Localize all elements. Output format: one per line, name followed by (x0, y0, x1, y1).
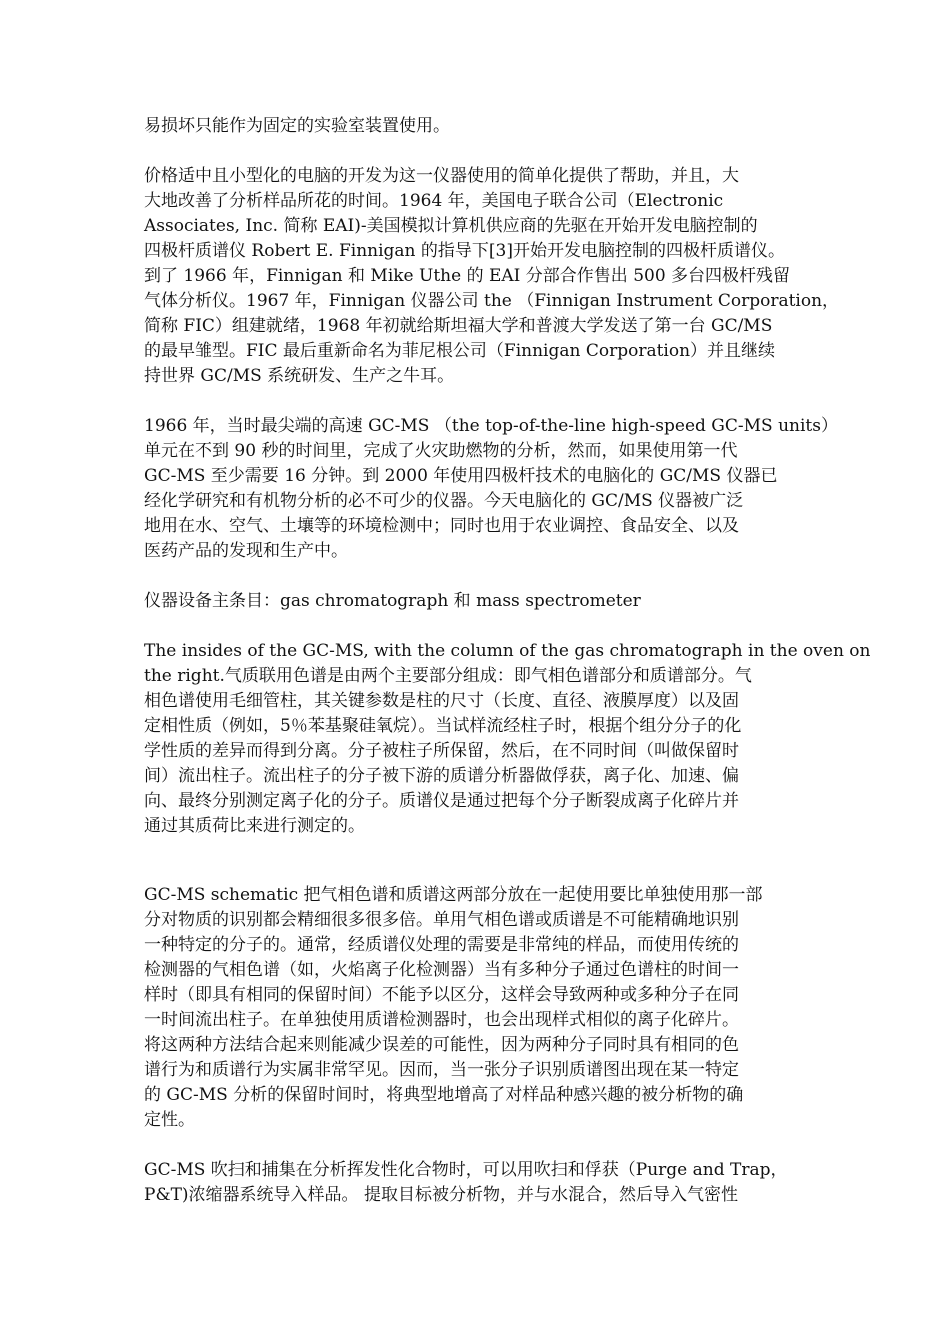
paragraph-3-line-5: 地用在水、空气、土壤等的环境检测中；同时也用于农业调控、食品安全、以及 (144, 516, 739, 536)
paragraph-6-line-2: 分对物质的识别都会精细很多很多倍。单用气相色谱或质谱是不可能精确地识别 (144, 910, 739, 930)
paragraph-2-line-7: 简称 FIC）组建就绪，1968 年初就给斯坦福大学和普渡大学发送了第一台 GC/MS (144, 316, 773, 336)
paragraph-6-line-3: 一种特定的分子的。通常，经质谱仪处理的需要是非常纯的样品，而使用传统的 (144, 935, 739, 955)
paragraph-6-line-8: 谱行为和质谱行为实属非常罕见。因而，当一张分子识别质谱图出现在某一特定 (144, 1060, 739, 1080)
paragraph-6-line-10: 定性。 (144, 1110, 195, 1130)
paragraph-2-line-1: 价格适中且小型化的电脑的开发为这一仪器使用的简单化提供了帮助，并且，大 (144, 166, 739, 186)
paragraph-6-line-4: 检测器的气相色谱（如，火焰离子化检测器）当有多种分子通过色谱柱的时间一 (144, 960, 739, 980)
paragraph-6-line-7: 将这两种方法结合起来则能减少误差的可能性，因为两种分子同时具有相同的色 (144, 1035, 739, 1055)
paragraph-6-line-5: 样时（即具有相同的保留时间）不能予以区分，这样会导致两种或多种分子在同 (144, 985, 739, 1005)
paragraph-2-line-6: 气体分析仪。1967 年，Finnigan 仪器公司 the （Finnigan Instrument Corporation， (144, 291, 840, 311)
paragraph-1-line-1: 易损坏只能作为固定的实验室装置使用。 (144, 116, 450, 136)
paragraph-6-line-6: 一时间流出柱子。在单独使用质谱检测器时，也会出现样式相似的离子化碎片。 (144, 1010, 739, 1030)
paragraph-5-line-6: 间）流出柱子。流出柱子的分子被下游的质谱分析器做俘获，离子化、加速、偏 (144, 766, 739, 786)
paragraph-4-line-1: 仪器设备主条目：gas chromatograph 和 mass spectrometer (144, 591, 641, 611)
paragraph-3-line-4: 经化学研究和有机物分析的必不可少的仪器。今天电脑化的 GC/MS 仪器被广泛 (144, 491, 744, 511)
paragraph-2-line-2: 大地改善了分析样品所花的时间。1964 年，美国电子联合公司（Electronic (144, 191, 724, 211)
paragraph-2-line-4: 四极杆质谱仪 Robert E. Finnigan 的指导下[3]开始开发电脑控制的四极杆质谱仪。 (144, 241, 785, 261)
paragraph-5-line-5: 学性质的差异而得到分离。分子被柱子所保留，然后，在不同时间（叫做保留时 (144, 741, 739, 761)
paragraph-6-line-1: GC-MS schematic 把气相色谱和质谱这两部分放在一起使用要比单独使用那一部 (144, 885, 763, 905)
paragraph-2-line-8: 的最早雏型。FIC 最后重新命名为菲尼根公司（Finnigan Corporation）并且继续 (144, 341, 776, 361)
paragraph-3-line-1: 1966 年，当时最尖端的高速 GC-MS （the top-of-the-line high-speed GC-MS units） (144, 416, 838, 436)
paragraph-5-line-3: 相色谱使用毛细管柱，其关键参数是柱的尺寸（长度、直径、液膜厚度）以及固 (144, 691, 739, 711)
paragraph-5-line-8: 通过其质荷比来进行测定的。 (144, 816, 365, 836)
paragraph-3-line-6: 医药产品的发现和生产中。 (144, 541, 348, 561)
paragraph-3-line-3: GC-MS 至少需要 16 分钟。到 2000 年使用四极杆技术的电脑化的 GC/MS 仪器已 (144, 466, 778, 486)
paragraph-2-line-5: 到了 1966 年，Finnigan 和 Mike Uthe 的 EAI 分部合作售出 500 多台四极杆残留 (144, 266, 791, 286)
paragraph-6-line-9: 的 GC-MS 分析的保留时间时，将典型地增高了对样品种感兴趣的被分析物的确 (144, 1085, 744, 1105)
paragraph-7-line-1: GC-MS 吹扫和捕集在分析挥发性化合物时，可以用吹扫和俘获（Purge and Trap， (144, 1160, 788, 1180)
paragraph-2-line-9: 持世界 GC/MS 系统研发、生产之牛耳。 (144, 366, 455, 386)
paragraph-7-line-2: P&T)浓缩器系统导入样品。 提取目标被分析物，并与水混合，然后导入气密性 (144, 1185, 738, 1205)
paragraph-5-line-4: 定相性质（例如，5％苯基聚硅氧烷）。当试样流经柱子时，根据个组分分子的化 (144, 716, 742, 736)
paragraph-2-line-3: Associates, Inc. 简称 EAI)-美国模拟计算机供应商的先驱在开始开发电脑控制的 (144, 216, 758, 236)
paragraph-5-line-1: The insides of the GC-MS, with the column of the gas chromatograph in the oven on (144, 641, 871, 661)
paragraph-5-line-2: the right.气质联用色谱是由两个主要部分组成：即气相色谱部分和质谱部分。气 (144, 666, 752, 686)
paragraph-3-line-2: 单元在不到 90 秒的时间里，完成了火灾助燃物的分析，然而，如果使用第一代 (144, 441, 738, 461)
paragraph-5-line-7: 向、最终分别测定离子化的分子。质谱仪是通过把每个分子断裂成离子化碎片并 (144, 791, 739, 811)
